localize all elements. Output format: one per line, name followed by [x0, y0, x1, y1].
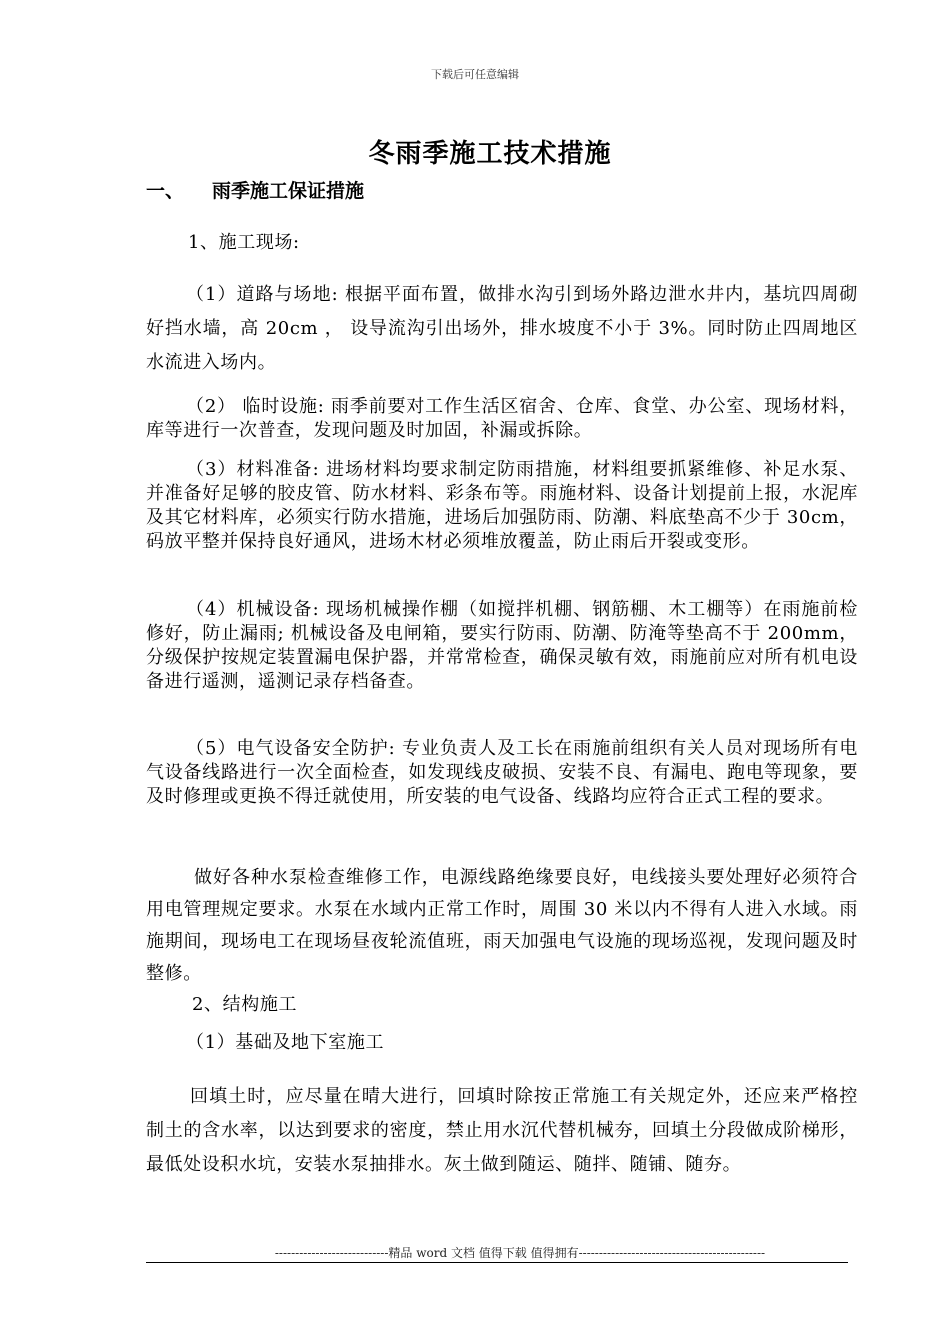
footer-divider	[146, 1262, 848, 1263]
subsection-foundation-heading: （1）基础及地下室施工	[186, 1032, 385, 1053]
paragraph-roads: （1）道路与场地: 根据平面布置，做排水沟引到场外路边泄水井内，基坑四周砌好挡水墙，高 20cm ， 设导流沟引出场外，排水坡度不小于 3%。同时防止四周地区水流进入场内。	[146, 284, 858, 373]
document-title: 冬雨季施工技术措施	[368, 139, 612, 169]
paragraph-materials: （3）材料准备: 进场材料均要求制定防雨措施，材料组要抓紧维修、补足水泵、并准备好足够的胶皮管、防水材料、彩条布等。雨施材料、设备计划提前上报，水泥库及其它材料库，必须实行防水措施，进场后加强防雨、防潮、料底垫高不少于 30cm，码放平整并保持良好通风，进场木材必须堆放覆盖，防止雨后开裂或变形。	[146, 459, 858, 552]
paragraph-backfill: 回填土时，应尽量在晴大进行，回填时除按正常施工有关规定外，还应来严格控制土的含水率，以达到要求的密度，禁止用水沉代替机械夯，回填土分段做成阶梯形，最低处设积水坑，安装水泵抽排水。灰土做到随运、随拌、随铺、随夯。	[146, 1086, 858, 1175]
header-note: 下载后可任意编辑	[431, 68, 519, 81]
paragraph-machinery: （4）机械设备: 现场机械操作棚（如搅拌机棚、钢筋棚、木工棚等）在雨施前检修好，防止漏雨; 机械设备及电闸箱，要实行防雨、防潮、防淹等垫高不于 200mm，分级保护按规定装置漏电保护器，并常常检查，确保灵敏有效，雨施前应对所有机电设备进行遥测，遥测记录存档备查。	[146, 599, 858, 692]
paragraph-electrical-safety: （5）电气设备安全防护: 专业负责人及工长在雨施前组织有关人员对现场所有电气设备线路进行一次全面检查，如发现线皮破损、安装不良、有漏电、跑电等现象，要及时修理或更换不得迁就使用，所安装的电气设备、线路均应符合正式工程的要求。	[146, 738, 858, 807]
paragraph-water-pumps: 做好各种水泵检查维修工作，电源线路绝缘要良好，电线接头要处理好必须符合用电管理规定要求。水泵在水域内正常工作时，周围 30 米以内不得有人进入水域。雨施期间，现场电工在现场昼夜轮流值班，雨天加强电气设施的现场巡视，发现问题及时整修。	[146, 867, 858, 984]
subsection-site-heading: 1、施工现场:	[188, 232, 300, 253]
section-title: 雨季施工保证措施	[212, 180, 365, 202]
section-heading	[146, 176, 364, 203]
subsection-structure-heading: 2、结构施工	[192, 994, 298, 1015]
paragraph-temporary-facilities: （2） 临时设施: 雨季前要对工作生活区宿舍、仓库、食堂、办公室、现场材料，库等进行一次普查，发现问题及时加固，补漏或拆除。	[146, 396, 858, 441]
section-number: 一、	[146, 180, 185, 202]
footer-text: ----------------------------精品 word 文档 值得下载 值得拥有----------------------------------------------	[274, 1246, 766, 1260]
